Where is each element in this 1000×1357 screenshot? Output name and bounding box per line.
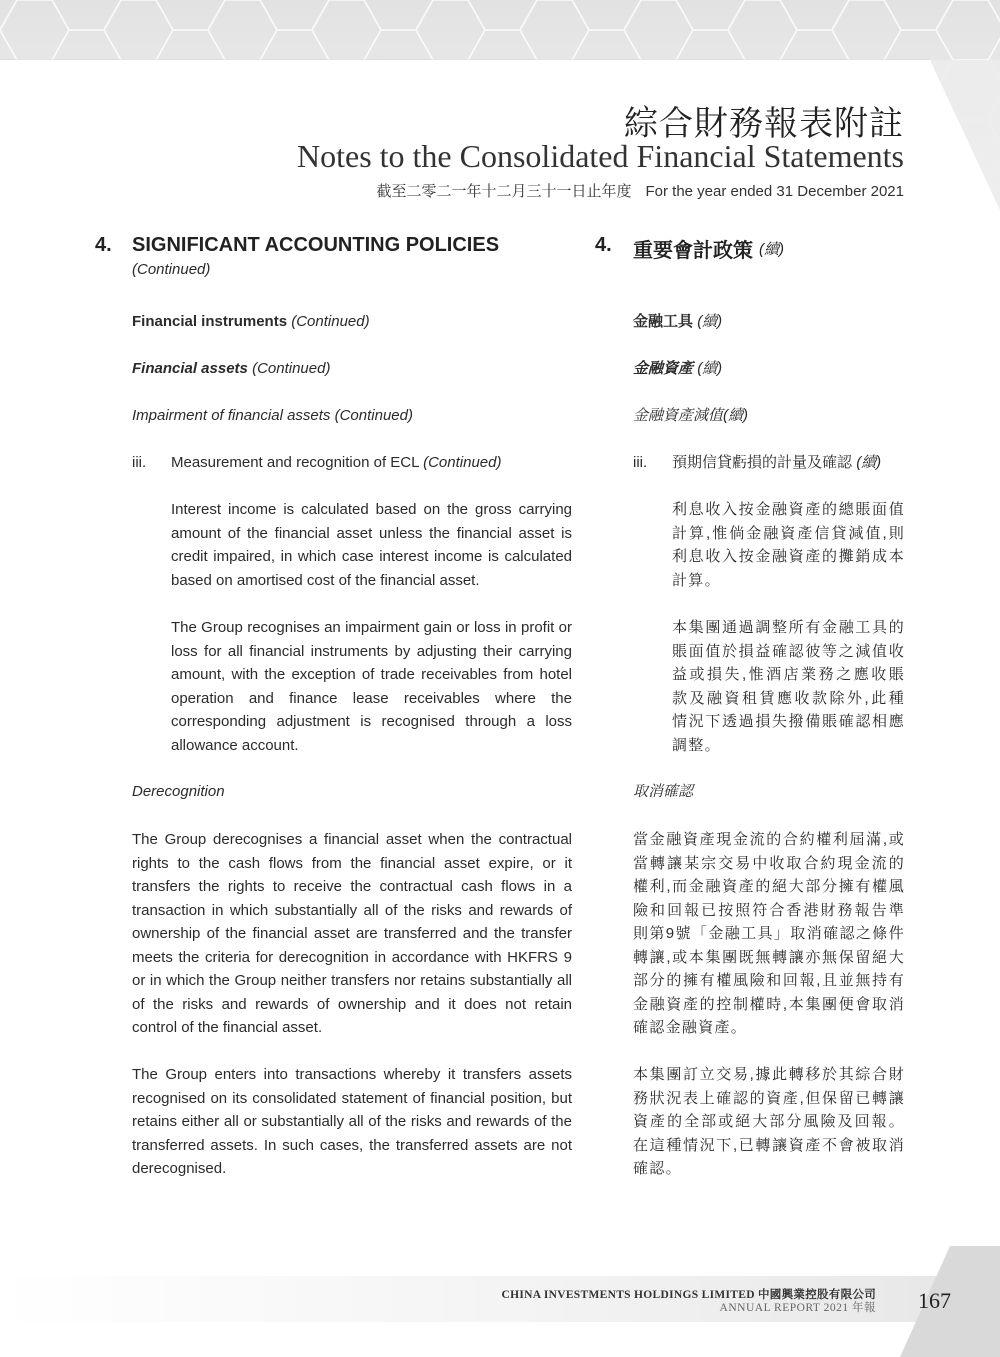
footer-company: CHINA INVESTMENTS HOLDINGS LIMITED 中國興業控股有限公司 <box>501 1289 876 1301</box>
fi-continued: (Continued) <box>291 313 370 330</box>
paragraph-interest-income: Interest income is calculated based on the gross carrying amount of the financial asset unless the financial asset is credit impaired, in which case interest income is calculated based on amortised cost of the financial asset. <box>171 501 572 589</box>
section-number-zh: 4. <box>595 234 612 256</box>
section-continued: (Continued) <box>132 261 211 278</box>
item-number-zh: iii. <box>633 454 648 471</box>
section-number: 4. <box>95 234 112 256</box>
paragraph-impairment-gain: The Group recognises an impairment gain or loss in profit or loss for all financial instruments by adjusting their carrying amount, with the exception of trade receivables from hotel operation and finance lease receivables where the corresponding adjustment is recognised through a loss allowance account. <box>171 619 572 754</box>
period-line <box>376 180 904 201</box>
page-number: 167 <box>918 1288 951 1313</box>
paragraph-transfers-zh: 本集團訂立交易,據此轉移於其綜合財務狀況表上確認的資產,但保留已轉讓資產的全部或絕大部分風險及回報。在這種情況下,已轉讓資產不會被取消確認。 <box>633 1066 905 1177</box>
derecognition-heading: Derecognition <box>132 783 225 800</box>
period-zh: 截至二零二一年十二月三十一日止年度 <box>376 183 632 200</box>
financial-assets-heading-zh <box>633 357 722 381</box>
english-column <box>95 234 572 1177</box>
impairment-heading-zh: 金融資產減值(續) <box>633 407 748 424</box>
page-title-zh: 綜合財務報表附註 <box>624 104 904 144</box>
section-title-zh: 重要會計政策 <box>633 240 753 262</box>
item-continued: (Continued) <box>423 454 502 471</box>
financial-assets-heading <box>132 357 330 381</box>
item-iii-heading <box>132 451 501 475</box>
item-title-zh: 預期信貸虧損的計量及確認 <box>672 454 853 471</box>
paragraph-derecognition: The Group derecognises a financial asset when the contractual rights to the cash flows from the financial asset expire, or it transfers the rights to receive the contractual cash flows in a transaction in which substantially all of the risks and rewards of ownership of the financial asset are transferred and the transfer meets the criteria for derecognition in accordance with HKFRS 9 or in which the Group neither transfers nor retains substantially all of the risks and rewards of ownership and it does not retain control of the financial asset. <box>132 831 572 1036</box>
item-iii-heading-zh <box>633 451 881 475</box>
paragraph-interest-income-zh: 利息收入按金融資產的總賬面值計算,惟倘金融資產信貸減值,則利息收入按金融資產的攤銷成本計算。 <box>672 501 905 589</box>
derecognition-heading-zh: 取消確認 <box>633 783 694 800</box>
page-title-en: Notes to the Consolidated Financial Statements <box>296 138 904 174</box>
financial-instruments-heading <box>132 310 370 334</box>
fa-label-zh: 金融資產 <box>633 360 694 377</box>
fa-label: Financial assets <box>132 360 248 377</box>
footer-report: ANNUAL REPORT 2021 年報 <box>719 1302 876 1314</box>
fi-continued-zh: (續) <box>697 313 723 330</box>
chinese-column <box>595 234 905 1177</box>
item-continued-zh: (續) <box>856 454 882 471</box>
section-heading-zh <box>595 234 905 263</box>
financial-instruments-heading-zh <box>633 310 722 334</box>
section-title: SIGNIFICANT ACCOUNTING POLICIES <box>132 234 500 256</box>
paragraph-derecognition-zh: 當金融資產現金流的合約權利屆滿,或當轉讓某宗交易中收取合約現金流的權利,而金融資產的絕大部分擁有權風險和回報已按照符合香港財務報告準則第9號「金融工具」取消確認之條件轉讓,或本集團既無轉讓亦無保留絕大部分的擁有權風險和回報,且並無持有金融資產的控制權時,本集團便會取消確認金融資產。 <box>633 831 905 1036</box>
section-continued-zh: (續) <box>759 241 784 258</box>
item-number: iii. <box>132 454 147 471</box>
paragraph-transfers: The Group enters into transactions whereby it transfers assets recognised on its consolidated statement of financial position, but retains either all or substantially all of the risks and rewards of the transferred assets. In such cases, the transferred assets are not derecognised. <box>132 1066 572 1177</box>
paragraph-impairment-gain-zh: 本集團通過調整所有金融工具的賬面值於損益確認彼等之減值收益或損失,惟酒店業務之應收賬款及融資租賃應收款除外,此種情況下透過損失撥備賬確認相應調整。 <box>672 619 905 754</box>
fa-continued: (Continued) <box>252 360 331 377</box>
item-title: Measurement and recognition of ECL <box>171 454 419 471</box>
period-en: For the year ended 31 December 2021 <box>645 183 904 200</box>
fi-label: Financial instruments <box>132 313 288 330</box>
section-heading-en <box>95 234 572 257</box>
impairment-heading: Impairment of financial assets (Continued) <box>132 407 413 424</box>
fa-continued-zh: (續) <box>697 360 723 377</box>
fi-label-zh: 金融工具 <box>633 313 694 330</box>
